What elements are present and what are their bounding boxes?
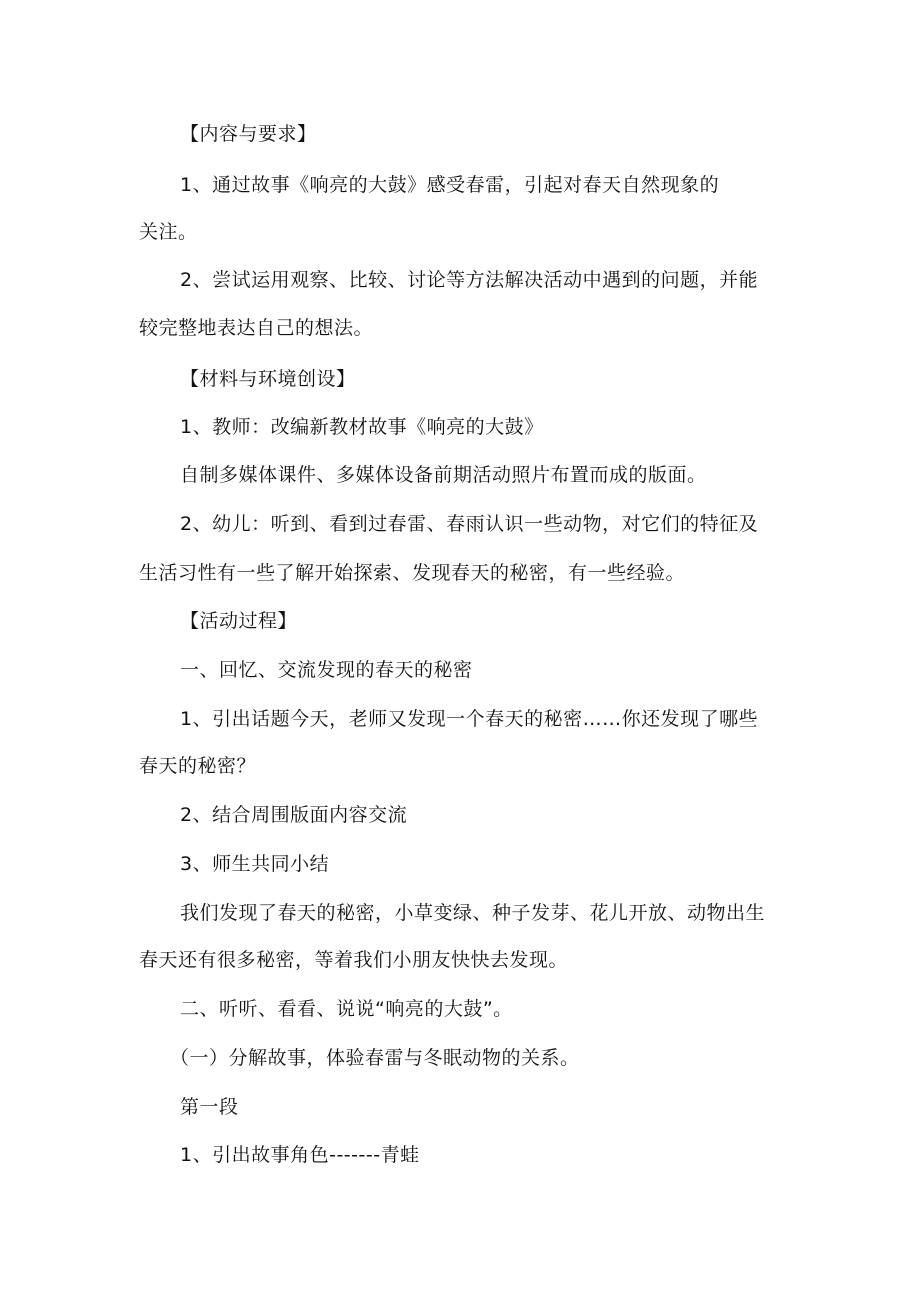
paragraph-line: 春天还有很多秘密，等着我们小朋友快快去发现。 <box>139 949 569 971</box>
paragraph-line: 我们发现了春天的秘密，小草变绿、种子发芽、花儿开放、动物出生 <box>180 902 766 924</box>
paragraph-line: 关注。 <box>139 221 198 243</box>
paragraph-line: 二、听听、看看、说说“响亮的大鼓”。 <box>180 998 513 1020</box>
paragraph-line: 1、通过故事《响亮的大鼓》感受春雷，引起对春天自然现象的 <box>180 174 720 196</box>
section-heading-content-requirements: 【内容与要求】 <box>180 123 317 145</box>
paragraph-line: 一、回忆、交流发现的春天的秘密 <box>180 659 473 681</box>
paragraph-line: 2、幼儿：听到、看到过春雷、春雨认识一些动物，对它们的特征及 <box>180 513 759 535</box>
paragraph-line: 2、结合周围版面内容交流 <box>180 804 408 826</box>
paragraph-line: 第一段 <box>180 1096 239 1118</box>
paragraph-line: （一）分解故事，体验春雷与冬眠动物的关系。 <box>170 1047 580 1069</box>
paragraph-line: 1、教师：改编新教材故事《响亮的大鼓》 <box>180 416 544 438</box>
section-heading-materials: 【材料与环境创设】 <box>180 368 356 390</box>
paragraph-line: 1、引出话题今天，老师又发现一个春天的秘密……你还发现了哪些 <box>180 708 759 730</box>
paragraph-line: 生活习性有一些了解开始探索、发现春天的秘密，有一些经验。 <box>139 562 686 584</box>
paragraph-line: 1、引出故事角色-------青蛙 <box>180 1144 420 1166</box>
paragraph-line: 2、尝试运用观察、比较、讨论等方法解决活动中遇到的问题，并能 <box>180 269 759 291</box>
paragraph-line: 3、师生共同小结 <box>180 853 330 875</box>
paragraph-line: 春天的秘密？ <box>139 755 257 777</box>
section-heading-activity-process: 【活动过程】 <box>180 610 298 632</box>
paragraph-line: 自制多媒体课件、多媒体设备前期活动照片布置而成的版面。 <box>180 464 707 486</box>
paragraph-line: 较完整地表达自己的想法。 <box>139 317 374 339</box>
